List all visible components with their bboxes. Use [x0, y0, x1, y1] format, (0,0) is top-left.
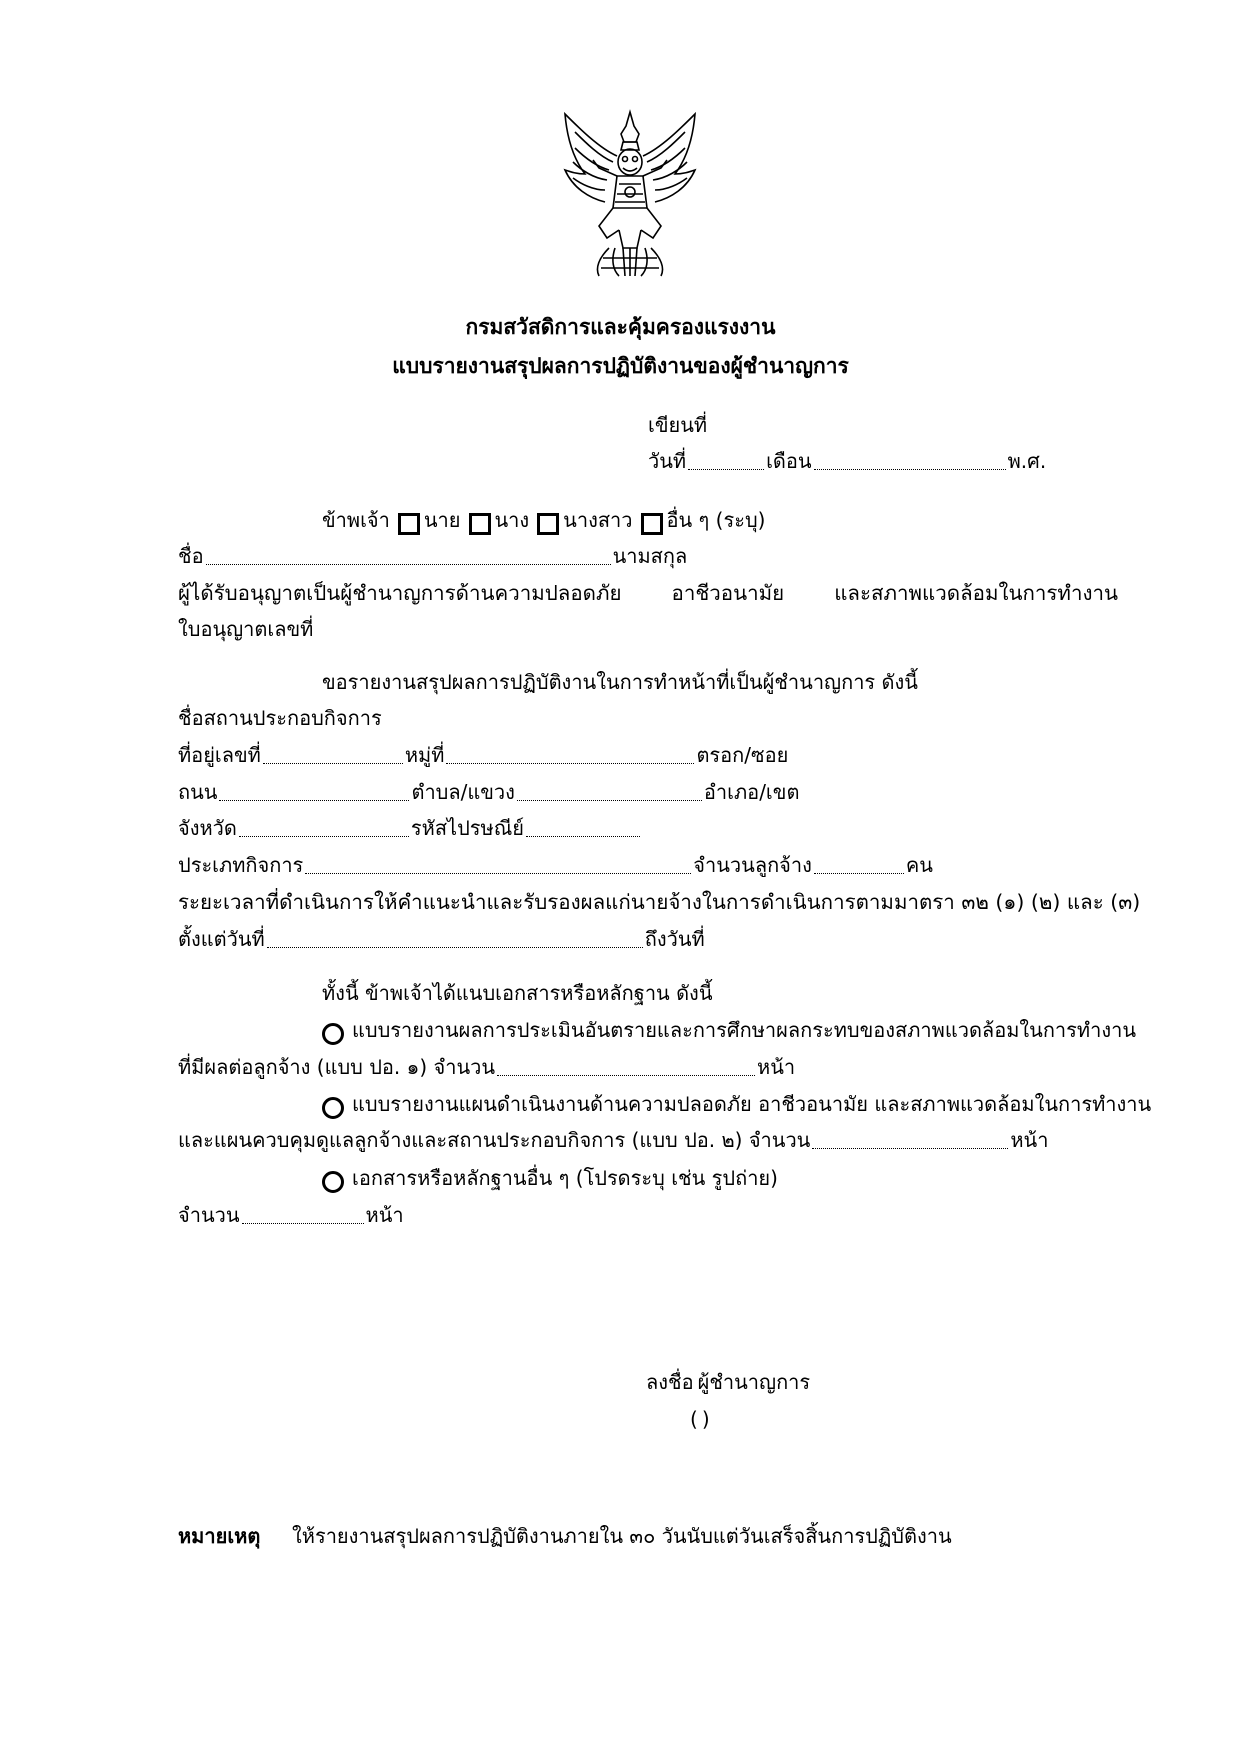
- business-type-field[interactable]: [305, 853, 691, 874]
- moo-label: หมู่ที่: [404, 743, 445, 767]
- attachment-1-line-1: แบบรายงานผลการประเมินอันตรายและการศึกษาผลกระทบของสภาพแวดล้อมในการทำงาน: [352, 1018, 1136, 1042]
- attachment-3-radio[interactable]: [322, 1171, 344, 1193]
- open-paren: (: [690, 1407, 698, 1431]
- attachment-3-page-unit: หน้า: [365, 1203, 404, 1227]
- first-name-label: ชื่อ: [178, 544, 204, 568]
- attachment-2-pages-field[interactable]: [812, 1128, 1008, 1149]
- postal-field[interactable]: [526, 816, 640, 837]
- department-title: กรมสวัสดิการและคุ้มครองแรงงาน: [465, 315, 776, 339]
- establishment-label: ชื่อสถานประกอบกิจการ: [178, 706, 382, 730]
- year-label: พ.ศ.: [1007, 449, 1047, 473]
- last-name-label: นามสกุล: [612, 544, 688, 568]
- note-label: หมายเหตุ: [178, 1524, 261, 1548]
- title-other-label: อื่น ๆ (ระบุ): [666, 508, 766, 532]
- to-date-label: ถึงวันที่: [644, 927, 705, 951]
- month-field[interactable]: [814, 449, 1006, 470]
- attachment-3-row-2: [178, 1200, 1118, 1230]
- attachments-intro: ทั้งนี้ ข้าพเจ้าได้แนบเอกสารหรือหลักฐาน ดังนี้: [322, 981, 713, 1005]
- applicant-intro: ข้าพเจ้า: [322, 508, 390, 532]
- attachment-3-line-1: เอกสารหรือหลักฐานอื่น ๆ (โปรดระบุ เช่น รูปถ่าย): [352, 1166, 778, 1190]
- attachment-2-line-1: แบบรายงานแผนดำเนินงานด้านความปลอดภัย อาชีวอนามัย และสภาพแวดล้อมในการทำงาน: [352, 1092, 1152, 1116]
- day-field[interactable]: [688, 449, 764, 470]
- house-no-label: ที่อยู่เลขที่: [178, 743, 261, 767]
- checkbox-mr[interactable]: [398, 513, 420, 535]
- sign-label: ลงชื่อ: [646, 1370, 694, 1394]
- day-label: วันที่: [648, 449, 687, 473]
- from-date-field[interactable]: [267, 927, 643, 948]
- signature-row: [646, 1367, 1112, 1397]
- garuda-emblem-icon: [559, 108, 701, 280]
- attachment-1-row-1: [178, 1015, 1136, 1045]
- attachment-2-row-1: [178, 1089, 1152, 1119]
- province-field[interactable]: [239, 816, 409, 837]
- moo-field[interactable]: [446, 743, 694, 764]
- road-field[interactable]: [219, 780, 409, 801]
- subdistrict-field[interactable]: [517, 780, 702, 801]
- title-mr-label: นาย: [423, 508, 461, 532]
- business-row: [178, 850, 1118, 880]
- address-row-1: [178, 740, 1118, 770]
- attachment-2-line-2: และแผนควบคุมดูแลลูกจ้างและสถานประกอบกิจการ (แบบ ปอ. ๒) จำนวน: [178, 1128, 811, 1152]
- close-paren: ): [701, 1407, 710, 1431]
- house-no-field[interactable]: [263, 743, 403, 764]
- employees-field[interactable]: [814, 853, 904, 874]
- written-at-row: [648, 410, 1118, 440]
- name-row: [178, 541, 1118, 571]
- attachment-2-radio[interactable]: [322, 1097, 344, 1119]
- license-row: [178, 614, 1118, 644]
- from-date-label: ตั้งแต่วันที่: [178, 927, 265, 951]
- district-label: อำเภอ/เขต: [703, 780, 800, 804]
- attachment-1-page-unit: หน้า: [757, 1055, 796, 1079]
- subdistrict-label: ตำบล/แขวง: [411, 780, 515, 804]
- form-title: แบบรายงานสรุปผลการปฏิบัติงานของผู้ชำนาญการ: [392, 354, 849, 378]
- address-row-3: [178, 813, 1118, 843]
- attachment-1-pages-field[interactable]: [497, 1055, 755, 1076]
- province-label: จังหวัด: [178, 816, 237, 840]
- title-row: [178, 505, 1118, 535]
- persons-label: คน: [905, 853, 933, 877]
- written-at-label: เขียนที่: [648, 413, 708, 437]
- licensed-line: ผู้ได้รับอนุญาตเป็นผู้ชำนาญการด้านความปลอดภัย อาชีวอนามัย และสภาพแวดล้อมในการทำงาน: [178, 581, 1118, 605]
- employees-label: จำนวนลูกจ้าง: [693, 853, 812, 877]
- attachment-1-line-2: ที่มีผลต่อลูกจ้าง (แบบ ปอ. ๑) จำนวน: [178, 1055, 496, 1079]
- road-label: ถนน: [178, 780, 218, 804]
- license-no-label: ใบอนุญาตเลขที่: [178, 617, 314, 641]
- postal-label: รหัสไปรษณีย์: [410, 816, 524, 840]
- address-row-2: [178, 777, 1118, 807]
- month-label: เดือน: [766, 449, 812, 473]
- attachment-2-row-2: [178, 1125, 1118, 1155]
- period-line: ระยะเวลาที่ดำเนินการให้คำแนะนำและรับรองผลแก่นายจ้างในการดำเนินการตามมาตรา ๓๒ (๑) (๒) และ (๓): [178, 890, 1141, 914]
- checkbox-mrs[interactable]: [469, 513, 491, 535]
- first-name-field[interactable]: [206, 544, 611, 565]
- checkbox-miss[interactable]: [537, 513, 559, 535]
- attachment-2-page-unit: หน้า: [1010, 1128, 1049, 1152]
- establishment-row: [178, 703, 1118, 733]
- business-type-label: ประเภทกิจการ: [178, 853, 304, 877]
- period-dates-row: [178, 924, 1118, 954]
- attachment-1-row-2: [178, 1052, 1118, 1082]
- title-miss-label: นางสาว: [563, 508, 633, 532]
- attachment-1-radio[interactable]: [322, 1023, 344, 1045]
- alley-label: ตรอก/ซอย: [696, 743, 789, 767]
- attachment-3-pages-field[interactable]: [242, 1203, 364, 1224]
- report-intro: ขอรายงานสรุปผลการปฏิบัติงานในการทำหน้าที่เป็นผู้ชำนาญการ ดังนี้: [322, 670, 918, 694]
- footer-note: [178, 1521, 1118, 1551]
- date-row: [648, 446, 1118, 476]
- note-text: ให้รายงานสรุปผลการปฏิบัติงานภายใน ๓๐ วันนับแต่วันเสร็จสิ้นการปฏิบัติงาน: [292, 1524, 952, 1548]
- printed-name-row: [690, 1404, 1010, 1434]
- attachment-3-row-1: [178, 1163, 1118, 1193]
- title-mrs-label: นาง: [494, 508, 530, 532]
- role-label: ผู้ชำนาญการ: [697, 1370, 811, 1394]
- attachment-3-count-label: จำนวน: [178, 1203, 240, 1227]
- checkbox-other[interactable]: [641, 513, 663, 535]
